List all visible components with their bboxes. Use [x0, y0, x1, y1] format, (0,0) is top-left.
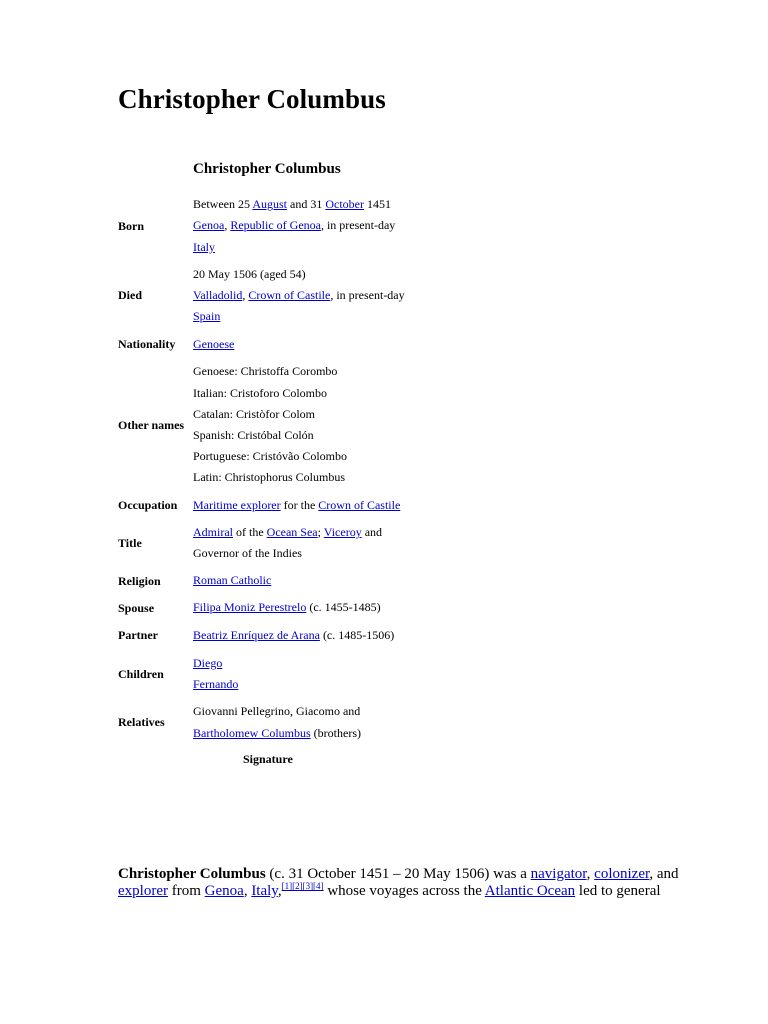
title-line-2: Governor of the Indies: [193, 546, 302, 560]
born-text: and 31: [287, 197, 326, 211]
reference-links[interactable]: [1][2][3][4]: [281, 881, 324, 891]
born-label: Born: [118, 219, 145, 233]
died-text: , in present-day: [330, 288, 405, 302]
relatives-text: (brothers): [310, 726, 361, 740]
beatriz-enriquez-de-arana-link[interactable]: Beatriz Enríquez de Arana: [193, 628, 320, 642]
title-line-1: [193, 525, 382, 540]
born-line-2: [193, 218, 395, 233]
other-name-item: Genoese: Christoffa Corombo: [193, 364, 338, 378]
other-name-item: Latin: Christophorus Columbus: [193, 470, 346, 484]
title-label: Title: [118, 536, 142, 550]
signature-label: Signature: [243, 752, 293, 766]
other-name-item: Catalan: Cristòfor Colom: [193, 407, 315, 421]
intro-text: ,: [586, 866, 595, 882]
valladolid-link[interactable]: Valladolid: [193, 288, 243, 302]
intro-text: from: [167, 883, 205, 899]
navigator-link[interactable]: navigator: [530, 866, 587, 882]
died-line-2: [193, 288, 405, 303]
fernando-link[interactable]: Fernando: [193, 677, 239, 691]
nationality-value: [193, 337, 234, 352]
born-text: Between 25: [193, 197, 253, 211]
republic-of-genoa-link[interactable]: Republic of Genoa: [230, 218, 321, 232]
died-text: ,: [242, 288, 249, 302]
explorer-link[interactable]: explorer: [118, 883, 168, 899]
nationality-label: Nationality: [118, 337, 176, 351]
ocean-sea-link[interactable]: Ocean Sea: [266, 525, 318, 539]
intro-paragraph: [118, 866, 679, 900]
partner-text: (c. 1485-1506): [319, 628, 395, 642]
title-text: ;: [317, 525, 324, 539]
crown-of-castile-link[interactable]: Crown of Castile: [318, 498, 401, 512]
partner-value: [193, 628, 394, 643]
born-text: , in present-day: [320, 218, 396, 232]
spouse-value: [193, 600, 381, 615]
august-link[interactable]: August: [252, 197, 287, 211]
religion-value: [193, 573, 271, 588]
filipa-moniz-perestrelo-link[interactable]: Filipa Moniz Perestrelo: [193, 600, 307, 614]
born-line-1: [193, 197, 391, 212]
occupation-text: for the: [280, 498, 319, 512]
genoa-link[interactable]: Genoa: [204, 883, 244, 899]
atlantic-ocean-link[interactable]: Atlantic Ocean: [484, 883, 576, 899]
relatives-line-2: [193, 726, 361, 741]
intro-line-2: [118, 881, 661, 900]
intro-text: ,: [243, 883, 252, 899]
page-title: Christopher Columbus: [118, 84, 386, 114]
roman-catholic-link[interactable]: Roman Catholic: [193, 573, 272, 587]
partner-label: Partner: [118, 628, 158, 642]
spouse-label: Spouse: [118, 601, 155, 615]
intro-text: whose voyages across the: [323, 883, 485, 899]
born-line-3: [193, 240, 215, 255]
other-name-item: Portuguese: Cristóvão Colombo: [193, 449, 347, 463]
intro-subject: Christopher Columbus: [118, 866, 266, 882]
intro-text: , and: [649, 866, 679, 882]
infobox-heading: Christopher Columbus: [193, 161, 341, 177]
relatives-line-1: Giovanni Pellegrino, Giacomo and: [193, 704, 361, 718]
italy-link[interactable]: Italy: [193, 240, 215, 254]
born-text: ,: [224, 218, 231, 232]
diego-link[interactable]: Diego: [193, 656, 223, 670]
other-names-label: Other names: [118, 418, 185, 432]
title-text: and: [361, 525, 383, 539]
died-line-3: [193, 309, 220, 324]
admiral-link[interactable]: Admiral: [193, 525, 233, 539]
occupation-label: Occupation: [118, 498, 178, 512]
died-line-1: 20 May 1506 (aged 54): [193, 267, 306, 281]
spouse-text: (c. 1455-1485): [306, 600, 381, 614]
italy-link[interactable]: Italy: [251, 883, 278, 899]
title-text: of the: [233, 525, 267, 539]
colonizer-link[interactable]: colonizer: [594, 866, 650, 882]
died-label: Died: [118, 288, 142, 302]
occupation-value: [193, 498, 400, 513]
intro-text: (c. 31 October 1451 – 20 May 1506) was a: [265, 866, 531, 882]
intro-text: led to general: [575, 883, 661, 899]
october-link[interactable]: October: [325, 197, 364, 211]
religion-label: Religion: [118, 574, 161, 588]
intro-text: ,: [277, 883, 282, 899]
children-label: Children: [118, 667, 164, 681]
crown-of-castile-link[interactable]: Crown of Castile: [248, 288, 331, 302]
bartholomew-columbus-link[interactable]: Bartholomew Columbus: [193, 726, 311, 740]
maritime-explorer-link[interactable]: Maritime explorer: [193, 498, 281, 512]
children-line-2: [193, 677, 238, 692]
genoese-link[interactable]: Genoese: [193, 337, 235, 351]
viceroy-link[interactable]: Viceroy: [323, 525, 362, 539]
children-line-1: [193, 656, 222, 671]
born-text: 1451: [363, 197, 391, 211]
spain-link[interactable]: Spain: [193, 309, 221, 323]
intro-line-1: [118, 866, 679, 883]
other-name-item: Spanish: Cristóbal Colón: [193, 428, 314, 442]
genoa-link[interactable]: Genoa: [193, 218, 225, 232]
other-name-item: Italian: Cristoforo Colombo: [193, 386, 327, 400]
relatives-label: Relatives: [118, 715, 165, 729]
